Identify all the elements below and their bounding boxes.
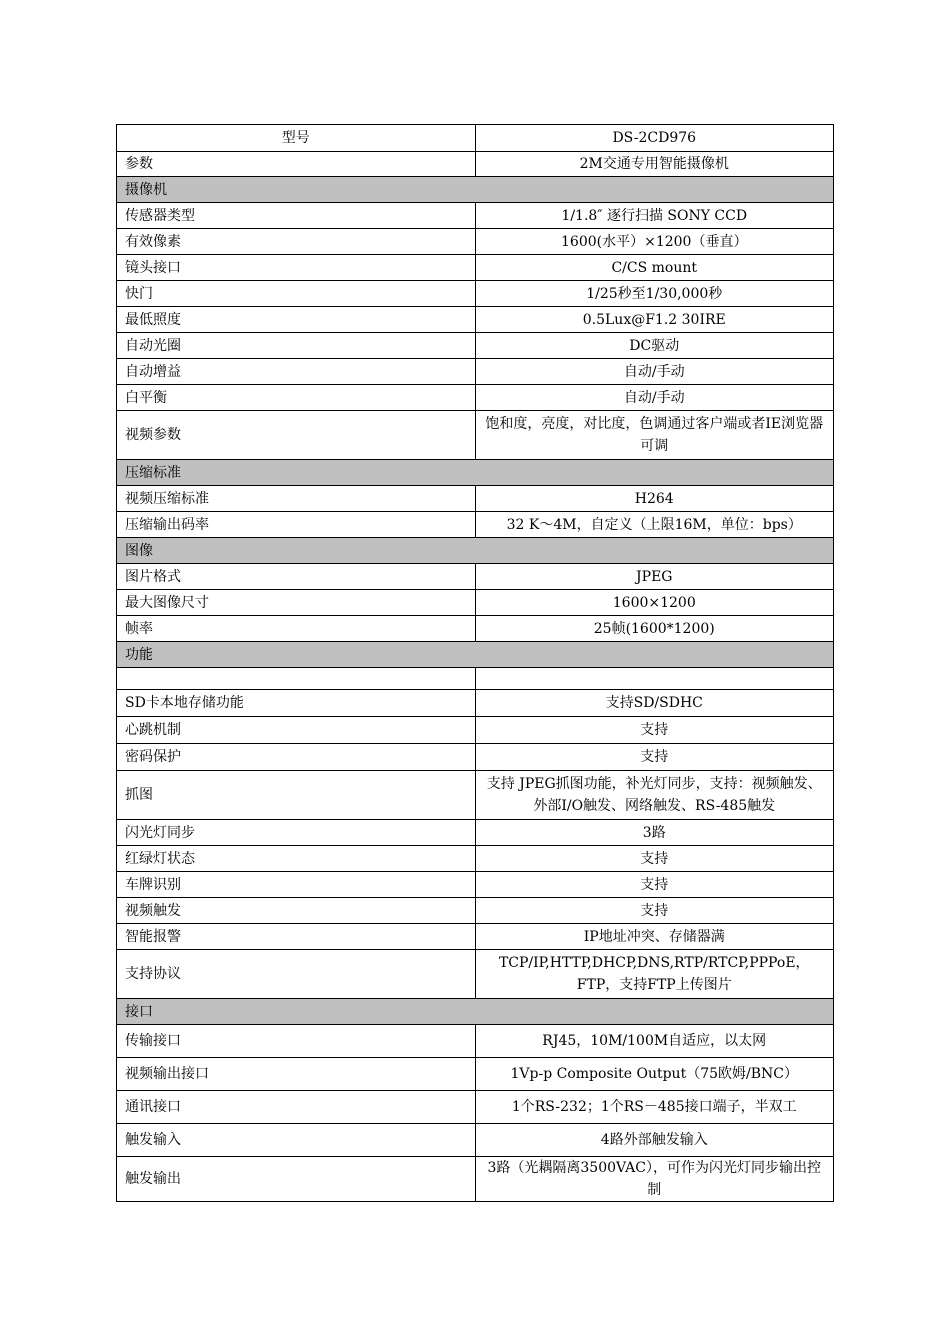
table-row [117, 1025, 834, 1058]
row-value: JPEG [475, 564, 834, 590]
row-value: 25帧(1600*1200) [475, 616, 834, 642]
table-row [117, 307, 834, 333]
row-label: 最低照度 [117, 307, 476, 333]
row-value: 支持SD/SDHC [475, 690, 834, 717]
model-value: DS-2CD976 [475, 125, 834, 152]
row-value [475, 668, 834, 690]
row-value: 4路外部触发输入 [475, 1124, 834, 1157]
row-value: 支持 [475, 898, 834, 924]
section-title: 摄像机 [117, 177, 834, 203]
row-value: IP地址冲突、存储器满 [475, 924, 834, 950]
row-label: 自动光圈 [117, 333, 476, 359]
row-label: SD卡本地存储功能 [117, 690, 476, 717]
section-header-image [117, 538, 834, 564]
table-row [117, 820, 834, 846]
section-title: 接口 [117, 999, 834, 1025]
table-row [117, 255, 834, 281]
row-value: 3路 [475, 820, 834, 846]
table-row [117, 898, 834, 924]
row-value: 支持 [475, 872, 834, 898]
row-value: DC驱动 [475, 333, 834, 359]
row-label: 帧率 [117, 616, 476, 642]
row-value: RJ45，10M/100M自适应，以太网 [475, 1025, 834, 1058]
table-row [117, 1058, 834, 1091]
row-label: 闪光灯同步 [117, 820, 476, 846]
row-label: 红绿灯状态 [117, 846, 476, 872]
row-value: 支持 [475, 717, 834, 744]
table-row [117, 385, 834, 411]
row-value: 32 K～4M，自定义（上限16M，单位：bps） [475, 512, 834, 538]
row-label: 图片格式 [117, 564, 476, 590]
row-value: 3路（光耦隔离3500VAC），可作为闪光灯同步输出控制 [475, 1157, 834, 1202]
table-row [117, 486, 834, 512]
table-row [117, 152, 834, 177]
row-label: 视频输出接口 [117, 1058, 476, 1091]
table-row [117, 872, 834, 898]
row-label: 压缩输出码率 [117, 512, 476, 538]
table-row [117, 203, 834, 229]
row-label: 有效像素 [117, 229, 476, 255]
row-label: 自动增益 [117, 359, 476, 385]
row-value: 自动/手动 [475, 359, 834, 385]
row-value: 支持 JPEG抓图功能，补光灯同步，支持：视频触发、外部I/O触发、网络触发、RS-485触发 [475, 771, 834, 820]
table-row [117, 950, 834, 999]
row-value: 支持 [475, 744, 834, 771]
row-label: 心跳机制 [117, 717, 476, 744]
row-value: 1Vp-p Composite Output（75欧姆/BNC） [475, 1058, 834, 1091]
param-value: 2M交通专用智能摄像机 [475, 152, 834, 177]
table-row [117, 1091, 834, 1124]
table-row [117, 717, 834, 744]
row-value: 1/25秒至1/30,000秒 [475, 281, 834, 307]
row-label [117, 668, 476, 690]
row-value: C/CS mount [475, 255, 834, 281]
table-row [117, 1124, 834, 1157]
table-row [117, 411, 834, 460]
table-row [117, 744, 834, 771]
table-row [117, 512, 834, 538]
row-value: 1个RS-232；1个RS－485接口端子，半双工 [475, 1091, 834, 1124]
spec-table [116, 124, 834, 1202]
row-value: 自动/手动 [475, 385, 834, 411]
table-row [117, 924, 834, 950]
table-row [117, 690, 834, 717]
row-label: 视频压缩标准 [117, 486, 476, 512]
table-row [117, 846, 834, 872]
row-label: 支持协议 [117, 950, 476, 999]
table-row [117, 1157, 834, 1202]
row-label: 快门 [117, 281, 476, 307]
row-value: H264 [475, 486, 834, 512]
row-label: 密码保护 [117, 744, 476, 771]
table-row [117, 281, 834, 307]
table-row [117, 616, 834, 642]
param-label: 参数 [117, 152, 476, 177]
row-value: TCP/IP,HTTP,DHCP,DNS,RTP/RTCP,PPPoE，FTP，支持FTP上传图片 [475, 950, 834, 999]
row-label: 车牌识别 [117, 872, 476, 898]
section-title: 图像 [117, 538, 834, 564]
row-label: 抓图 [117, 771, 476, 820]
row-value: 1600×1200 [475, 590, 834, 616]
section-header-interface [117, 999, 834, 1025]
table-row [117, 590, 834, 616]
table-row [117, 229, 834, 255]
row-value: 0.5Lux@F1.2 30IRE [475, 307, 834, 333]
row-label: 镜头接口 [117, 255, 476, 281]
row-value: 饱和度，亮度，对比度，色调通过客户端或者IE浏览器可调 [475, 411, 834, 460]
row-label: 视频触发 [117, 898, 476, 924]
section-header-camera [117, 177, 834, 203]
section-header-function [117, 642, 834, 668]
row-label: 白平衡 [117, 385, 476, 411]
row-value: 1600(水平）×1200（垂直） [475, 229, 834, 255]
table-row [117, 333, 834, 359]
row-label: 最大图像尺寸 [117, 590, 476, 616]
row-label: 传感器类型 [117, 203, 476, 229]
row-label: 通讯接口 [117, 1091, 476, 1124]
table-row [117, 125, 834, 152]
table-row [117, 564, 834, 590]
table-row [117, 668, 834, 690]
model-label: 型号 [117, 125, 476, 152]
section-title: 压缩标准 [117, 460, 834, 486]
row-value: 支持 [475, 846, 834, 872]
row-label: 传输接口 [117, 1025, 476, 1058]
section-header-compression [117, 460, 834, 486]
row-label: 触发输入 [117, 1124, 476, 1157]
row-label: 智能报警 [117, 924, 476, 950]
row-label: 触发输出 [117, 1157, 476, 1202]
row-label: 视频参数 [117, 411, 476, 460]
table-row [117, 771, 834, 820]
row-value: 1/1.8″ 逐行扫描 SONY CCD [475, 203, 834, 229]
table-row [117, 359, 834, 385]
section-title: 功能 [117, 642, 834, 668]
